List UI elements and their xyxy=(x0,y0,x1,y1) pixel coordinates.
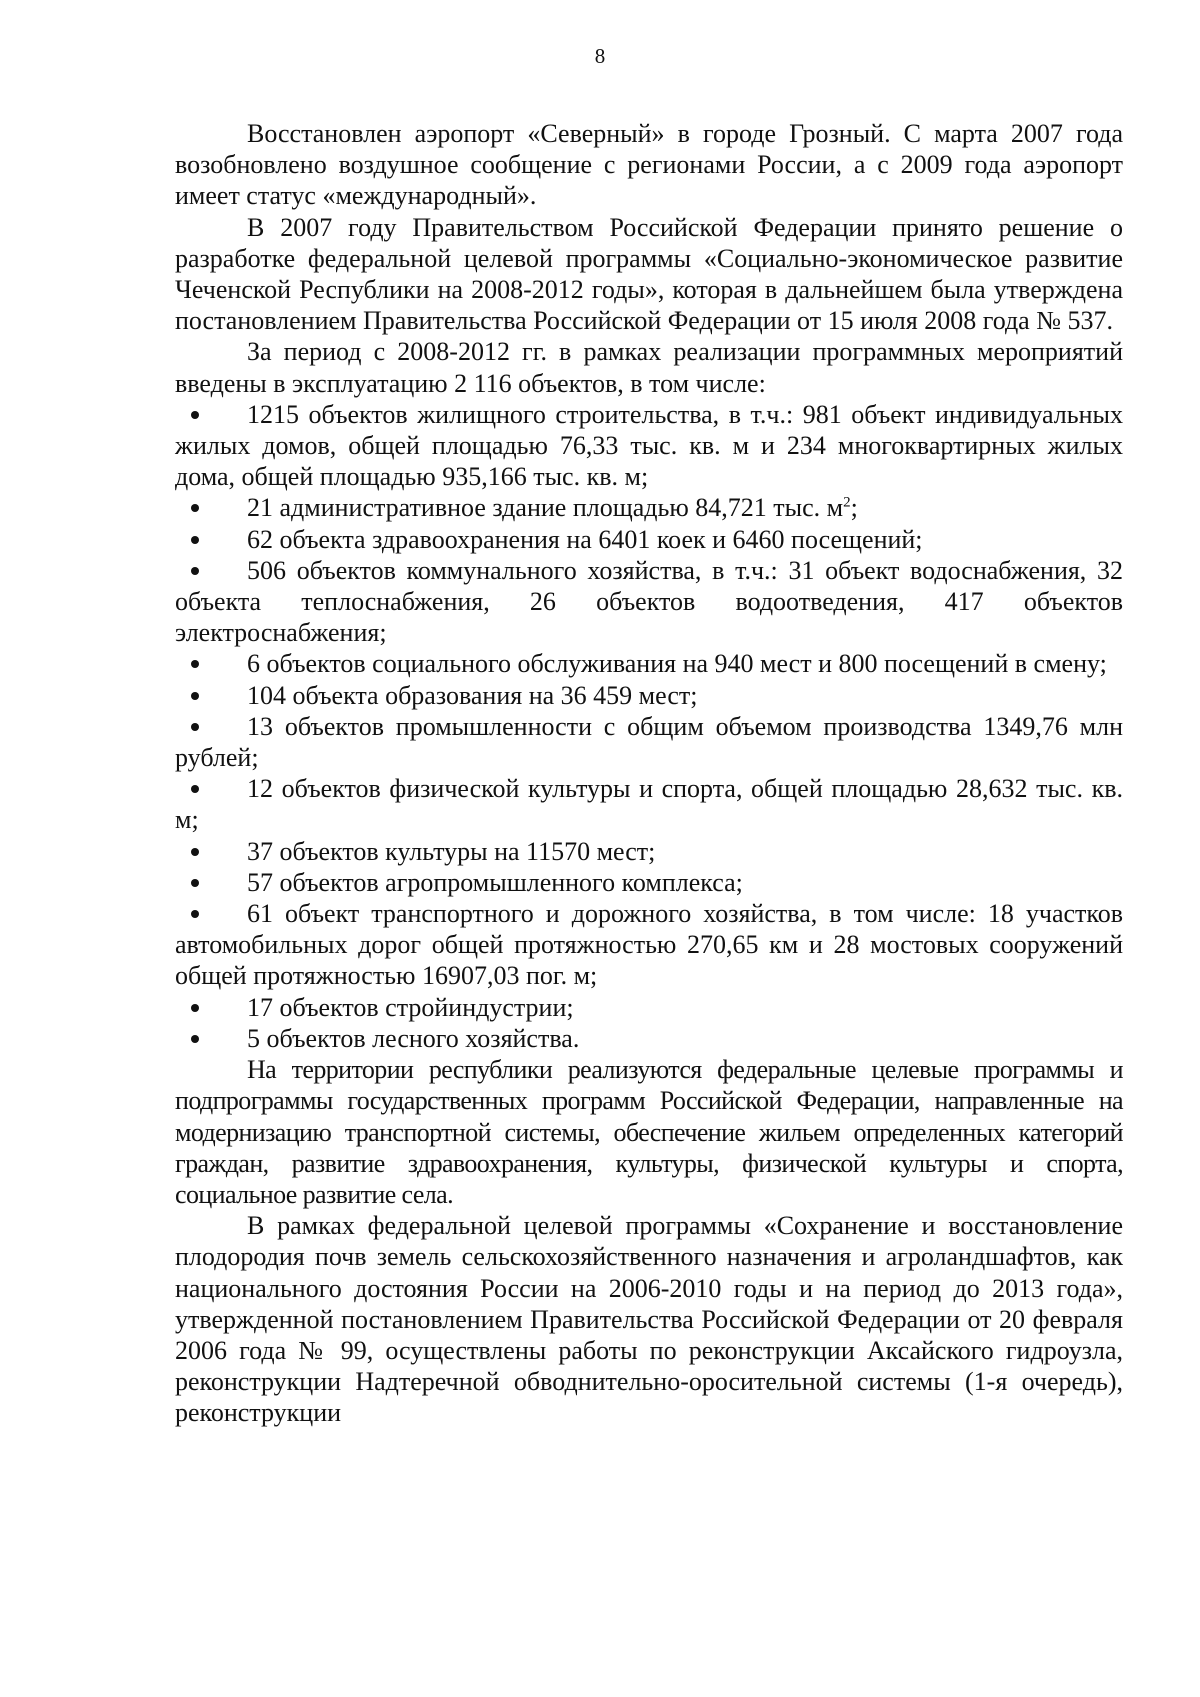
list-item xyxy=(175,399,1123,493)
list-item-text: 6 объектов социального обслуживания на 940 мест и 800 посещений в смену; xyxy=(247,649,1107,679)
list-item xyxy=(175,555,1123,649)
list-item xyxy=(175,836,1123,867)
bullet-icon xyxy=(191,1004,199,1012)
list-item xyxy=(175,711,1123,773)
objects-list xyxy=(175,399,1123,1054)
bullet-icon xyxy=(191,910,199,918)
paragraph-soil-fertility-program: В рамках федеральной целевой программы «Сохранение и восстановление плодородия почв земель сельскохозяйственного назначения и агроландшафтов, как национального достояния России на 2006-2010 годы и на период до 2013 года», утвержденной постановлением Правительства Российской Федерации от 20 февраля 2006 года № 99, осуществлены работы по реконструкции Аксайского гидроузла, реконструкции Надтеречной обводнительно-оросительной системы (1-я очередь), реконструкции xyxy=(175,1211,1123,1428)
list-item xyxy=(175,680,1123,711)
list-item-text: 1215 объектов жилищного строительства, в т.ч.: 981 объект индивидуальных жилых домов, общей площадью 76,33 тыс. кв. м и 234 многоквартирных жилых дома, общей площадью 935,166 тыс. кв. м; xyxy=(175,399,1123,492)
bullet-icon xyxy=(191,723,199,731)
bullet-icon xyxy=(191,879,199,887)
list-item-text: 61 объект транспортного и дорожного хозяйства, в том числе: 18 участков автомобильных дорог общей протяжностью 270,65 км и 28 мостовых сооружений общей протяжностью 16907,03 пог. м; xyxy=(175,899,1123,991)
bullet-icon xyxy=(191,785,199,793)
bullet-icon xyxy=(191,536,199,544)
list-item xyxy=(175,867,1123,898)
document-body xyxy=(175,118,1123,1429)
list-item-text: 13 объектов промышленности с общим объемом производства 1349,76 млн рублей; xyxy=(175,711,1123,773)
paragraph-federal-program-decision: В 2007 году Правительством Российской Федерации принято решение о разработке федеральной целевой программы «Социально-экономическое развитие Чеченской Республики на 2008-2012 годы», которая в дальнейшем была утверждена постановлением Правительства Российской Федерации от 15 июля 2008 года № 537. xyxy=(175,212,1123,336)
bullet-icon xyxy=(191,411,199,419)
bullet-icon xyxy=(191,504,199,512)
page-number: 8 xyxy=(594,44,606,68)
list-item xyxy=(175,992,1123,1023)
list-item-text: 506 объектов коммунального хозяйства, в т.ч.: 31 объект водоснабжения, 32 объекта теплоснабжения, 26 объектов водоотведения, 417 объектов электроснабжения; xyxy=(175,555,1123,648)
list-item-text: 62 объекта здравоохранения на 6401 коек и 6460 посещений; xyxy=(247,524,923,554)
list-item-text: 17 объектов стройиндустрии; xyxy=(247,992,574,1022)
list-item xyxy=(175,898,1123,992)
bullet-icon xyxy=(191,660,199,668)
bullet-icon xyxy=(191,848,199,856)
list-item-text: 21 административное здание площадью 84,721 тыс. м xyxy=(247,493,844,523)
paragraph-objects-commissioned: За период с 2008-2012 гг. в рамках реализации программных мероприятий введены в эксплуатацию 2 116 объектов, в том числе: xyxy=(175,337,1123,398)
list-item-tail: ; xyxy=(850,493,858,523)
list-item-text: 104 объекта образования на 36 459 мест; xyxy=(247,680,698,710)
list-item-text: 37 объектов культуры на 11570 мест; xyxy=(247,836,656,866)
list-item-text: 12 объектов физической культуры и спорта, общей площадью 28,632 тыс. кв. м; xyxy=(175,774,1123,835)
list-item xyxy=(175,524,1123,555)
paragraph-airport: Восстановлен аэропорт «Северный» в городе Грозный. С марта 2007 года возобновлено воздушное сообщение с регионами России, а с 2009 года аэропорт имеет статус «международный». xyxy=(175,119,1123,211)
bullet-icon xyxy=(191,567,199,575)
superscript: 2 xyxy=(843,494,851,511)
bullet-icon xyxy=(191,1035,199,1043)
paragraph-federal-programs: На территории республики реализуются федеральные целевые программы и подпрограммы государственных программ Российской Федерации, направленные на модернизацию транспортной системы, обеспечение жильем определенных категорий граждан, развитие здравоохранения, культуры, физической культуры и спорта, социальное развитие села. xyxy=(175,1055,1123,1209)
list-item xyxy=(175,648,1123,679)
list-item-text: 57 объектов агропромышленного комплекса; xyxy=(247,867,743,897)
list-item xyxy=(175,1023,1123,1054)
list-item xyxy=(175,492,1123,523)
list-item-text: 5 объектов лесного хозяйства. xyxy=(247,1023,580,1053)
list-item xyxy=(175,773,1123,835)
bullet-icon xyxy=(191,692,199,700)
